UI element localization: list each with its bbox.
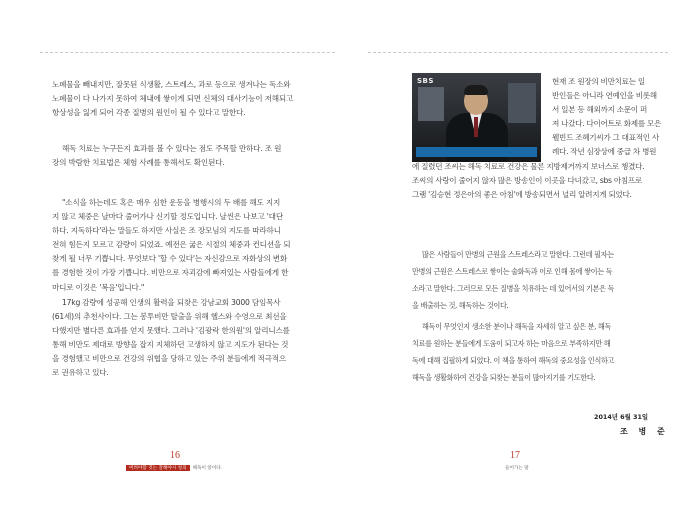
text-line: 독에 대해 집필하게 되었다. 이 책을 통하여 해독의 중요성을 인식하고 xyxy=(412,356,615,365)
left-paragraph-1 xyxy=(52,78,338,120)
text-line: 로 권유하고 있다. xyxy=(52,368,109,378)
page-number-right: 17 xyxy=(510,450,520,461)
right-intro-full-width xyxy=(412,160,682,202)
runner-text: 해독이 알이다. xyxy=(192,466,223,471)
text-line: "소식을 하는데도 혹은 매우 심한 운동을 병행시의 두 배를 해도 지지 xyxy=(62,198,281,207)
text-line: 마디로 이것은 '복음'입니다." xyxy=(52,282,145,292)
sbs-logo: SBS xyxy=(417,77,434,85)
text-line: 노폐물이 다 나가지 못하여 체내에 쌓이게 되면 신체의 대사기능이 저해되고 xyxy=(52,94,294,104)
text-line: 서 일본 등 해외까지 소문이 퍼 xyxy=(552,105,647,115)
left-paragraph-2 xyxy=(52,142,338,170)
text-line: 반인들은 아니라 연예인을 비롯해 xyxy=(552,91,657,101)
text-line: 전혀 힘든지 모르고 감량이 되었죠. 예전은 굶은 시절의 체중과 컨디션을 되 xyxy=(52,240,291,250)
photo-panel xyxy=(508,83,536,123)
text-line: 많은 사람들이 만병의 근원을 스트레스라고 말한다. 그런데 필자는 xyxy=(422,250,614,259)
photo-person-hair xyxy=(464,85,488,95)
text-line: (61세)의 추천사이다. 그는 봉투비만 탈출을 위해 헬스와 수영으로 최선을 xyxy=(52,312,287,322)
text-line: 져 나갔다. 다이어트로 화제를 모은 xyxy=(552,119,662,129)
date-line: 2014년 6월 31일 xyxy=(594,413,649,421)
text-line: 찾게 될 너무 기쁩니다. 무엇보다 '할 수 있다'는 자신감으로 자화상의 변화 xyxy=(52,254,288,264)
text-line: 지 않고 체중은 날마다 줄어가나 신기할 정도입니다. 날씬은 나보고 '대단 xyxy=(52,212,283,222)
text-line: 웰빈드 조혜기씨가 그 대표적인 사 xyxy=(552,133,659,143)
right-paragraph-2 xyxy=(412,318,684,386)
photo-person-tie xyxy=(474,117,478,137)
photo-panel xyxy=(418,87,444,121)
text-line: 해독이 무엇인지 생소한 분이나 해독을 자세히 알고 싶은 분, 해독 xyxy=(422,322,611,331)
text-line: 을 경험했고 비만으로 건강의 위협을 당하고 있는 주위 분들에게 적극적으 xyxy=(52,354,286,364)
text-line: 장의 박람한 치료법은 체험 사례를 통해서도 확인된다. xyxy=(52,158,225,168)
text-line: 그램 '김승현 정은아의 좋은 아침'에 방송되면서 널리 알려지게 되었다. xyxy=(412,190,632,200)
text-line: 항상성을 잃게 되어 각종 질병의 원인이 될 수 있다고 말한다. xyxy=(52,108,246,118)
text-line: 에 질렸던 조씨는 해독 치료로 건강은 물론 지방제거까지 보너스로 챙겼다. xyxy=(412,162,645,171)
text-line: 17kg 감량에 성공해 인생의 활력을 되찾은 강남교회 3000 담임목사 xyxy=(62,298,281,307)
text-line: 노폐물을 빼내지만, 잘못된 식생활, 스트레스, 과로 등으로 생겨나는 독소와 xyxy=(52,80,291,89)
text-line: 하다. 지독하다'라는 말들도 하지만 사실은 조 장모님의 지도를 따라하니 xyxy=(52,226,281,236)
text-line: 만병의 근원은 스트레스로 쌓이는 술화독과 이로 인해 몸에 쌓이는 독 xyxy=(412,267,613,276)
text-line: 다했지만 별다른 효과를 얻지 못했다. 그러나 '김광락 한의원'의 알리니스를 xyxy=(52,326,290,336)
text-line: 조씨의 사랑이 줄어지 않자 많은 방송인이 이곳을 다녀갔고, sbs 아침프로 xyxy=(412,176,642,186)
page-number-left: 16 xyxy=(170,450,180,461)
text-line: 해독 치료는 누구든지 효과를 볼 수 있다는 점도 주목할 만하다. 조 원 xyxy=(62,144,282,153)
running-footer-left xyxy=(126,465,222,471)
text-line: 을 배출하는 것, 해독하는 것이다. xyxy=(412,301,509,310)
text-line: 를 경험한 것이 가장 기쁩니다. 비만으로 자괴감에 빠져있는 사람들에게 한 xyxy=(52,268,289,278)
top-dashed-rule-left xyxy=(40,52,335,53)
right-intro-beside-photo xyxy=(552,75,682,160)
text-line: 통해 비만도 제대로 방향을 잡지 지체하던 고생하지 않고 지도가 된다는 것 xyxy=(52,340,289,350)
top-dashed-rule-right xyxy=(368,52,668,53)
left-paragraph-3 xyxy=(52,196,338,295)
text-line: 현재 조 원장의 비만치료는 일 xyxy=(552,77,645,86)
text-line: 례다. 작년 심장상에 중급 차 병원 xyxy=(552,147,657,157)
left-paragraph-4 xyxy=(52,296,338,381)
tv-screenshot-photo xyxy=(412,73,541,162)
text-line: 치료를 원하는 분들에게 도움이 되고자 하는 마음으로 부족하지만 해 xyxy=(412,339,611,348)
running-footer-right: 들어가는 말 xyxy=(505,466,529,471)
right-paragraph-1 xyxy=(412,246,684,314)
text-line: 해독을 생활화하여 건강을 되찾는 분들이 많아지기를 기도한다. xyxy=(412,373,596,382)
photo-caption-bar xyxy=(416,147,537,157)
author-name: 조 병 준 xyxy=(620,426,669,436)
text-line: 소라고 말한다. 그러므로 모든 질병을 치유하는 데 있어서의 기본은 독 xyxy=(412,284,615,293)
runner-tag: 버려야할 것는 잘해야시 청의 xyxy=(126,465,190,471)
